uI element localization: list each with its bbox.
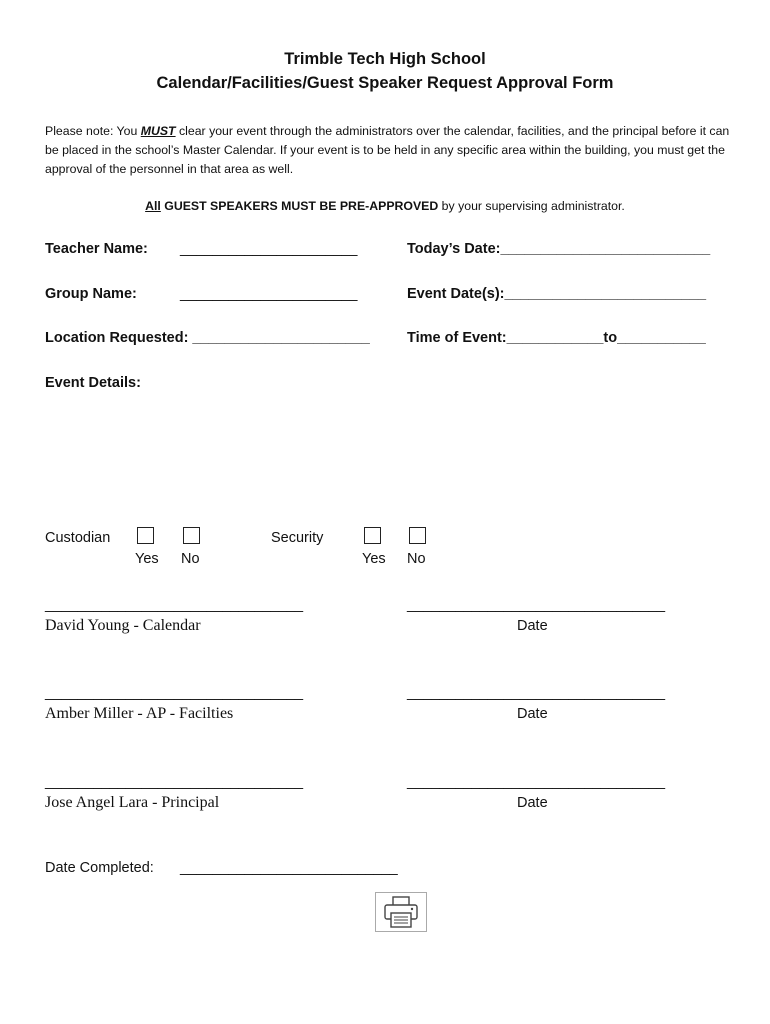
- custodian-label: Custodian: [45, 530, 111, 546]
- teacher-name-label: Teacher Name:: [45, 241, 148, 257]
- note-must: MUST: [140, 124, 176, 138]
- speaker-all: All: [145, 199, 161, 213]
- calendar-date-label: Date: [517, 618, 548, 634]
- principal-signature-line[interactable]: ________________________________: [45, 774, 304, 790]
- group-name-label: Group Name:: [45, 286, 137, 302]
- principal-date-line[interactable]: ________________________________: [407, 774, 666, 790]
- calendar-signer-name: David Young - Calendar: [45, 617, 201, 634]
- date-completed-field[interactable]: ___________________________: [180, 860, 398, 876]
- principal-date-label: Date: [517, 795, 548, 811]
- instructions-note: [45, 122, 735, 179]
- printer-icon: [376, 893, 426, 931]
- security-label: Security: [271, 530, 324, 546]
- custodian-yes-label: Yes: [135, 551, 159, 567]
- school-name: Trimble Tech High School: [284, 50, 486, 68]
- note-prefix: Please note: You: [45, 124, 141, 138]
- security-yes-label: Yes: [362, 551, 386, 567]
- security-yes-checkbox[interactable]: [364, 527, 381, 544]
- principal-signer-name: Jose Angel Lara - Principal: [45, 794, 220, 811]
- event-details-label: Event Details:: [45, 375, 141, 391]
- note-rest: clear your event through the administrators over the calendar, facilities, and the principal before it can be placed in the school’s Master Calendar. If your event is to be held in any specific area within the building, you must get the approval of the personnel in that area as well.: [45, 124, 730, 176]
- custodian-no-label: No: [181, 551, 200, 567]
- facilities-signature-line[interactable]: ________________________________: [45, 685, 304, 701]
- location-requested-field[interactable]: Location Requested: ______________________: [45, 330, 370, 346]
- speaker-bold: GUEST SPEAKERS MUST BE PRE-APPROVED: [160, 199, 439, 213]
- custodian-no-checkbox[interactable]: [183, 527, 200, 544]
- teacher-name-field[interactable]: ______________________: [180, 241, 358, 257]
- calendar-signature-line[interactable]: ________________________________: [45, 597, 304, 613]
- facilities-date-line[interactable]: ________________________________: [407, 685, 666, 701]
- calendar-date-line[interactable]: ________________________________: [407, 597, 666, 613]
- security-no-checkbox[interactable]: [409, 527, 426, 544]
- security-no-label: No: [407, 551, 426, 567]
- speaker-rest: by your supervising administrator.: [438, 199, 625, 213]
- time-of-event-field[interactable]: Time of Event:____________to___________: [407, 330, 706, 346]
- date-completed-label: Date Completed:: [45, 860, 154, 876]
- event-dates-field[interactable]: Event Date(s):_________________________: [407, 286, 707, 302]
- facilities-signer-name: Amber Miller - AP - Facilties: [45, 705, 234, 722]
- guest-speaker-note: [0, 199, 770, 213]
- facilities-date-label: Date: [517, 706, 548, 722]
- form-title: Calendar/Facilities/Guest Speaker Request Approval Form: [156, 74, 614, 92]
- group-name-field[interactable]: ______________________: [180, 286, 358, 302]
- custodian-yes-checkbox[interactable]: [137, 527, 154, 544]
- print-button[interactable]: [375, 892, 427, 932]
- todays-date-field[interactable]: Today’s Date:__________________________: [407, 241, 711, 257]
